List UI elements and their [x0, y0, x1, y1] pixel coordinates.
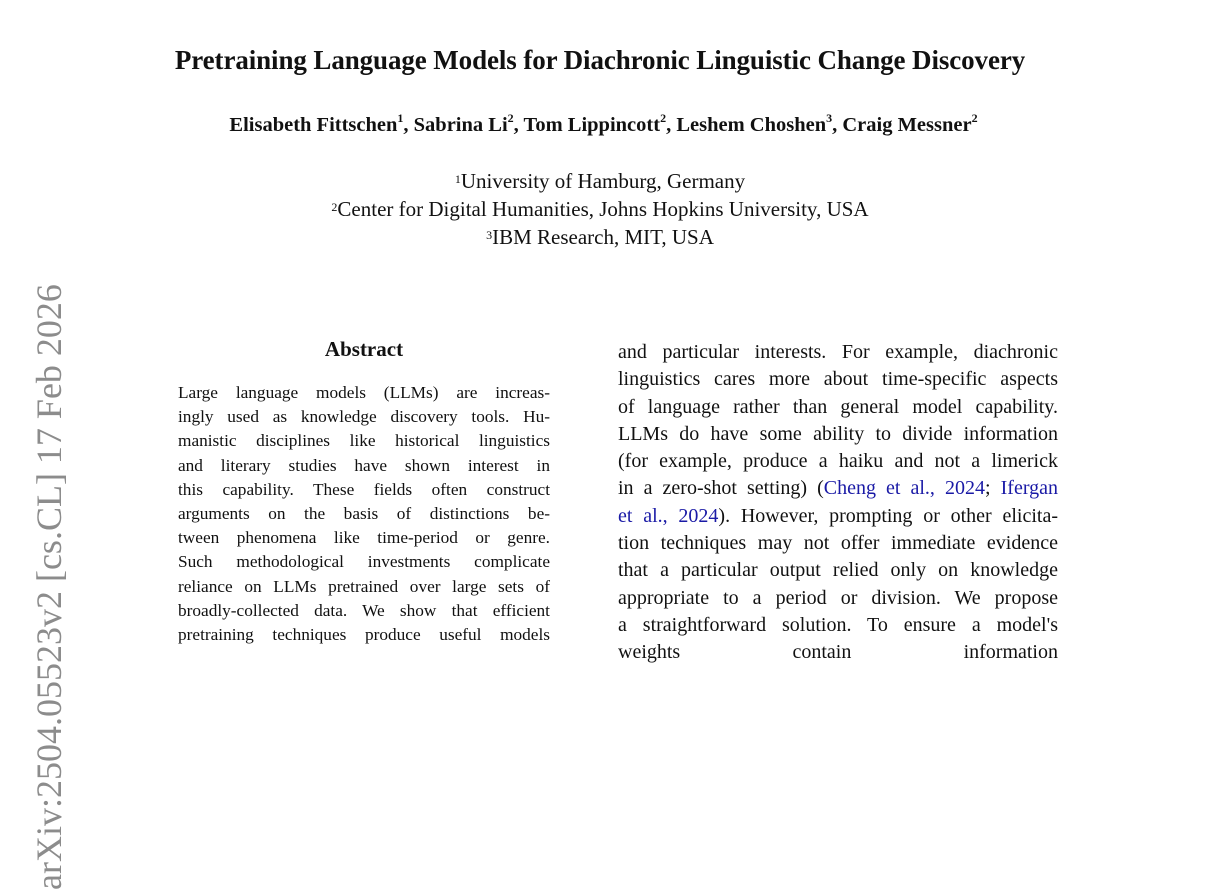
body-line: a straightforward solution. To ensure a model's	[618, 613, 1058, 636]
affiliation	[0, 195, 1200, 223]
affiliation-list	[0, 167, 1200, 251]
paper-title: Pretraining Language Models for Diachronic Linguistic Change Discovery	[174, 45, 1026, 75]
body-line: of language rather than general model capability.	[618, 395, 1058, 418]
body-line-with-citations	[618, 475, 1058, 502]
affiliation	[0, 167, 1200, 195]
body-line: tion techniques may not offer immediate evidence	[618, 532, 1058, 555]
author-list: Elisabeth Fittschen$^1$, Sabrina Li$^2$, Tom Lippincott$^2$, Leshem Choshen$^3$, Craig Messner$^2$	[229, 111, 978, 136]
abstract-body	[178, 381, 550, 647]
arxiv-side-stamp	[28, 284, 69, 890]
affiliation	[0, 223, 1200, 251]
author-affil-mark: 3	[826, 111, 833, 125]
author-affil-mark: 2	[660, 111, 667, 125]
abstract-line: tween phenomena like time-period or genre.	[178, 528, 550, 548]
author-name: Tom Lippincott	[523, 114, 661, 136]
body-line: appropriate to a period or division. We propose	[618, 586, 1058, 609]
abstract-line: Large language models (LLMs) are increas-	[178, 383, 550, 402]
author-affil-mark: 2	[507, 111, 514, 125]
abstract-line: this capability. These fields often construct	[178, 479, 550, 499]
abstract-line: arguments on the basis of distinctions be-	[178, 504, 550, 524]
body-line: linguistics cares more about time-specific aspects	[618, 368, 1058, 391]
body-text: ). However, prompting or other elicita-	[718, 504, 1058, 527]
body-line: and particular interests. For example, diachronic	[618, 341, 1058, 363]
abstract-heading: Abstract	[324, 337, 404, 361]
body-column-right	[618, 339, 1058, 667]
affiliation-mark: 3	[486, 228, 493, 242]
affiliation-text: IBM Research, MIT, USA	[492, 225, 714, 249]
abstract-line: reliance on LLMs pretrained over large sets of	[178, 576, 550, 596]
body-line: LLMs do have some ability to divide information	[618, 422, 1058, 445]
citation-link[interactable]: et al., 2024	[618, 504, 719, 527]
citation-link[interactable]: Ifergan	[1000, 477, 1058, 500]
abstract-line: and literary studies have shown interest in	[178, 455, 550, 475]
body-line: weights contain information	[618, 641, 1058, 664]
author-name: Sabrina Li	[413, 114, 508, 136]
affiliation-mark: 2	[331, 200, 338, 214]
author-name: Elisabeth Fittschen	[229, 114, 398, 136]
affiliation-mark: 1	[454, 172, 461, 186]
body-line-with-citations	[618, 503, 1058, 530]
body-line: (for example, produce a haiku and not a limerick	[618, 450, 1058, 473]
body-text: ;	[985, 477, 1001, 500]
author-affil-mark: 1	[397, 111, 404, 125]
author-affil-mark: 2	[971, 111, 978, 125]
arxiv-stamp-text: arXiv:2504.05523v2 [cs.CL] 17 Feb 2026	[29, 284, 69, 890]
author-name: Leshem Choshen	[676, 114, 827, 136]
abstract-line: manistic disciplines like historical linguistics	[178, 431, 550, 451]
abstract-line: pretraining techniques produce useful models	[178, 625, 550, 645]
affiliation-text: University of Hamburg, Germany	[460, 169, 746, 193]
author-name: Craig Messner	[842, 114, 972, 136]
body-text: in a zero-shot setting) (	[618, 477, 824, 500]
citation-link[interactable]: Cheng et al., 2024	[823, 477, 985, 500]
abstract-line: broadly-collected data. We show that efficient	[178, 600, 550, 620]
abstract-line: Such methodological investments complicate	[178, 552, 550, 572]
affiliation-text: Center for Digital Humanities, Johns Hopkins University, USA	[337, 197, 869, 221]
abstract-line: ingly used as knowledge discovery tools. Hu-	[178, 407, 550, 427]
body-line: that a particular output relied only on knowledge	[618, 559, 1058, 582]
